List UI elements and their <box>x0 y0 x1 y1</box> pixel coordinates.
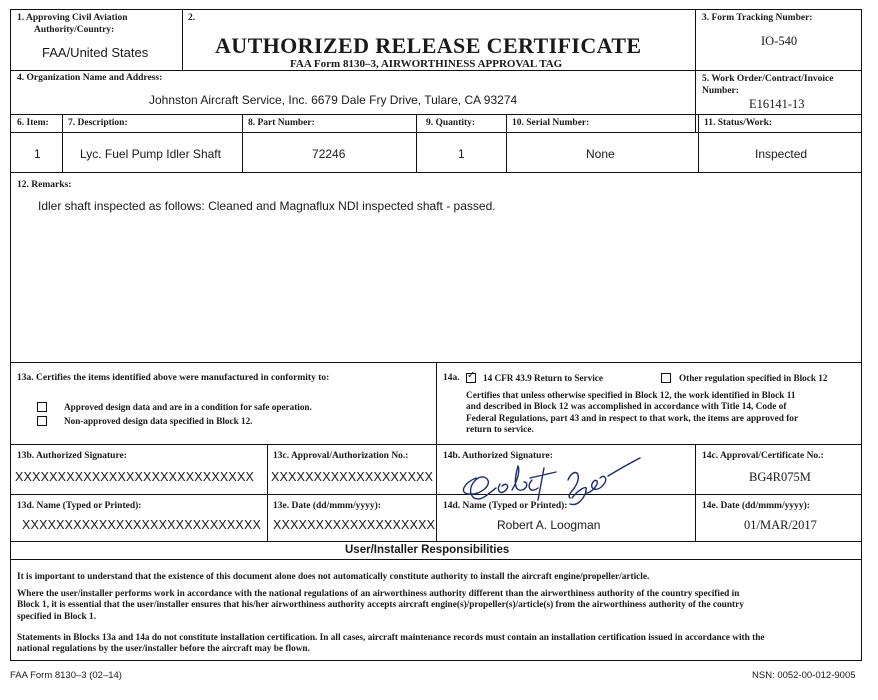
return-to-service-label: 14 CFR 43.9 Return to Service <box>483 373 603 383</box>
approved-design-data-checkbox[interactable] <box>37 402 47 412</box>
certification-line: and described in Block 12 was accomplished in accordance with Title 14, Code of <box>466 402 787 413</box>
block14e-label: 14e. Date (dd/mmm/yyyy): <box>702 501 810 511</box>
rule <box>62 114 63 172</box>
rule <box>695 9 696 132</box>
block2-label: 2. <box>188 13 196 23</box>
form-footer-id: FAA Form 8130–3 (02–14) <box>10 670 122 681</box>
para-line: specified in Block 1. <box>17 611 97 622</box>
block13d-label: 13d. Name (Typed or Printed): <box>17 501 142 511</box>
block3-label: 3. Form Tracking Number: <box>702 13 813 23</box>
name-printed-14d: Robert A. Loogman <box>497 518 601 532</box>
rule <box>10 70 862 71</box>
block5-label-line2: Number: <box>702 86 739 96</box>
block14b-label: 14b. Authorized Signature: <box>443 451 553 461</box>
approval-certificate-number: BG4R075M <box>749 470 811 484</box>
rule <box>10 172 862 173</box>
organization-address: Johnston Aircraft Service, Inc. 6679 Dale Fry Drive, Tulare, CA 93274 <box>149 93 518 107</box>
form-title: AUTHORIZED RELEASE CERTIFICATE <box>215 33 642 58</box>
block13a-label: 13a. Certifies the items identified above were manufactured in conformity to: <box>17 373 330 383</box>
block4-label: 4. Organization Name and Address: <box>17 73 163 83</box>
form-tracking-number: IO-540 <box>761 34 798 48</box>
block13b-label: 13b. Authorized Signature: <box>17 451 127 461</box>
rule <box>698 114 699 172</box>
part-number: 72246 <box>312 147 346 161</box>
status-work-header: 11. Status/Work: <box>704 118 773 128</box>
remarks: Idler shaft inspected as follows: Cleaned and Magnaflux NDI inspected shaft - passed. <box>38 199 496 213</box>
serial-number-header: 10. Serial Number: <box>512 118 590 128</box>
para-line: Statements in Blocks 13a and 14a do not constitute installation certification. In all cases, aircraft maintenance records must contain an installation certification issued in accordance with the <box>17 633 765 643</box>
serial-number: None <box>586 147 615 161</box>
approved-design-data-label: Approved design data and are in a condition for safe operation. <box>64 402 312 412</box>
block14a-label: 14a. <box>443 373 460 383</box>
rule <box>267 444 268 541</box>
status-work: Inspected <box>755 147 808 161</box>
authorized-signature-13b: XXXXXXXXXXXXXXXXXXXXXXXXXXXX <box>15 470 255 484</box>
certification-line: Federal Regulations, part 43 and in respect to that work, the items are approved for <box>466 413 799 424</box>
block14c-label: 14c. Approval/Certificate No.: <box>702 451 824 461</box>
nsn-number: NSN: 0052-00-012-9005 <box>752 670 856 681</box>
approval-number-13c: XXXXXXXXXXXXXXXXXXX <box>271 470 434 484</box>
block5-label-line1: 5. Work Order/Contract/Invoice <box>702 74 834 84</box>
form-subtitle: FAA Form 8130–3, AIRWORTHINESS APPROVAL TAG <box>290 58 563 70</box>
rule <box>182 9 183 70</box>
block14a-certification-text <box>466 391 798 437</box>
user-installer-heading: User/Installer Responsibilities <box>345 544 510 556</box>
user-installer-para3 <box>17 633 765 656</box>
certification-line: return to service. <box>466 425 534 436</box>
quantity: 1 <box>458 147 465 161</box>
block13e-label: 13e. Date (dd/mmm/yyyy): <box>273 501 381 511</box>
rule <box>506 114 507 172</box>
user-installer-para2 <box>17 589 744 623</box>
item-number: 1 <box>34 147 41 161</box>
other-regulation-checkbox[interactable] <box>661 373 671 383</box>
work-order-number: E16141-13 <box>749 97 805 111</box>
handwritten-signature <box>448 440 648 508</box>
rule <box>416 114 417 172</box>
rule <box>10 114 862 115</box>
user-installer-para1: It is important to understand that the existence of this document alone does not automatically constitute authority to install the aircraft engine/propeller/article. <box>17 572 650 582</box>
non-approved-design-data-label: Non-approved design data specified in Block 12. <box>64 416 253 426</box>
para-line: Where the user/installer performs work in accordance with the national regulations of an airworthiness authority different than the airworthiness authority of the country specified in <box>17 589 740 599</box>
date-14e: 01/MAR/2017 <box>744 518 817 532</box>
block12-label: 12. Remarks: <box>17 180 72 190</box>
item-description: Lyc. Fuel Pump Idler Shaft <box>80 147 221 161</box>
part-number-header: 8. Part Number: <box>248 118 315 128</box>
description-header: 7. Description: <box>68 118 128 128</box>
block14d-label: 14d. Name (Typed or Printed): <box>443 501 568 511</box>
return-to-service-checkbox[interactable] <box>466 373 476 383</box>
quantity-header: 9. Quantity: <box>426 118 476 128</box>
rule <box>242 114 243 172</box>
block1-label-line1: 1. Approving Civil Aviation <box>17 13 128 23</box>
block13c-label: 13c. Approval/Authorization No.: <box>273 451 409 461</box>
date-13e: XXXXXXXXXXXXXXXXXXX <box>273 518 435 532</box>
other-regulation-label: Other regulation specified in Block 12 <box>679 373 828 383</box>
certification-line: Certifies that unless otherwise specified in Block 12, the work identified in Block 11 <box>466 391 796 401</box>
para-line: national regulations by the user/installer before the aircraft may be flown. <box>17 644 310 655</box>
non-approved-design-data-checkbox[interactable] <box>37 416 47 426</box>
rule <box>10 132 862 133</box>
block1-label-line2: Authority/Country: <box>34 25 115 35</box>
approving-authority: FAA/United States <box>42 45 149 60</box>
para-line: Block 1, it is essential that the user/installer ensures that his/her airworthiness authority accepts aircraft engine(s)/propeller(s)/article(s) from the airworthiness authority of the country <box>17 600 744 611</box>
name-printed-13d: XXXXXXXXXXXXXXXXXXXXXXXXXXXX <box>22 518 262 532</box>
item-header: 6. Item: <box>17 118 49 128</box>
rule <box>695 444 696 541</box>
rule <box>436 362 437 541</box>
